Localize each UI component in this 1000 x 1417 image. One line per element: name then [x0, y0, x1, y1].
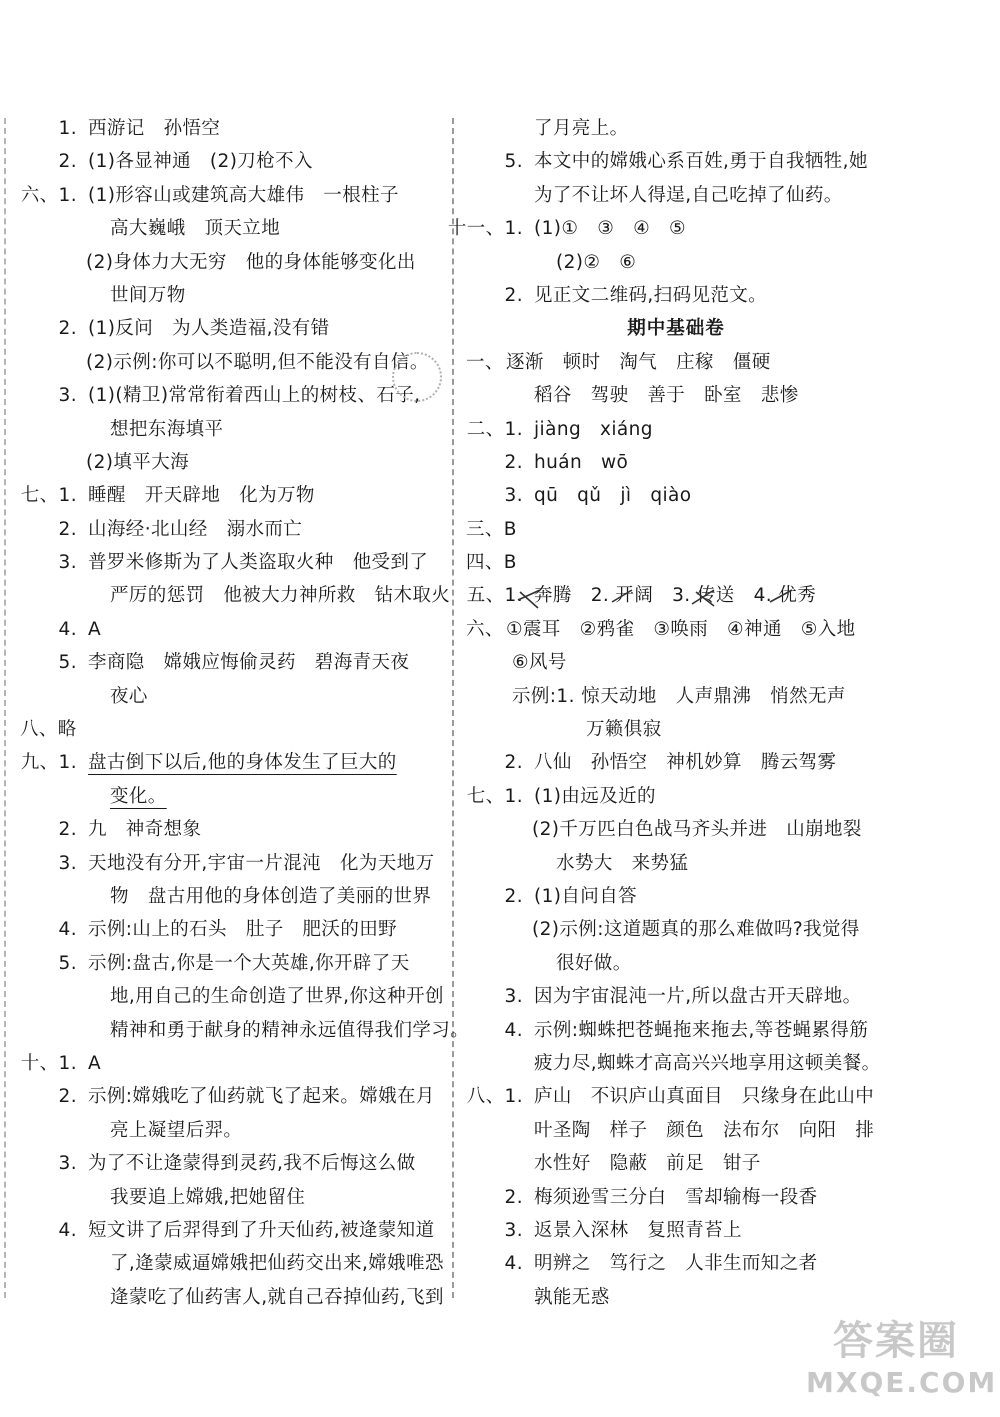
item-number: 3. — [58, 852, 77, 874]
item-number: 2. — [504, 752, 523, 774]
answer-line — [20, 1281, 450, 1314]
answer-line — [20, 1181, 450, 1214]
answer-text: (1)由远及近的 — [534, 785, 656, 807]
answer-text: qū qǔ jì qiào — [534, 485, 692, 507]
answer-text: 叶圣陶 样子 颜色 法布尔 向阳 排 — [534, 1119, 875, 1141]
item-number: 七、1. — [466, 785, 523, 807]
item-number: 一、 — [466, 351, 504, 373]
item-number: 六、 — [466, 618, 504, 640]
answer-text: 孰能无惑 — [534, 1286, 610, 1308]
item-number: 3. — [504, 986, 523, 1008]
item-number: 2. — [504, 451, 523, 473]
answer-text: (1)自问自答 — [534, 885, 638, 907]
answer-text: (2)身体力大无穷 他的身体能够变化出 — [86, 251, 416, 273]
answer-line — [20, 880, 450, 913]
answer-text: 夜心 — [110, 685, 148, 707]
item-number: 五、1. — [466, 585, 523, 607]
section-heading-text: 期中基础卷 — [627, 318, 725, 340]
answer-column-right — [447, 112, 886, 1314]
answer-line — [20, 279, 450, 312]
answer-line — [20, 346, 450, 379]
answer-line — [20, 212, 450, 245]
answer-text: 我要追上嫦娥,把她留住 — [110, 1186, 306, 1208]
item-number: 二、1. — [466, 418, 523, 440]
answer-text: A — [88, 1052, 102, 1074]
answer-line — [466, 646, 886, 679]
answer-text: 变化。 — [110, 785, 167, 807]
item-number: 八、略 — [20, 719, 77, 741]
column-divider — [452, 118, 454, 1298]
answer-line — [20, 145, 450, 178]
answer-line — [20, 646, 450, 679]
item-number: 3. — [504, 1219, 523, 1241]
answer-text: 为了不让坏人得逞,自己吃掉了仙药。 — [534, 184, 843, 206]
answer-text: 了,逄蒙威逼嫦娥把仙药交出来,嫦娥唯恐 — [110, 1253, 444, 1275]
answer-text: 万籁俱寂 — [586, 719, 662, 741]
answer-text: 八仙 孙悟空 神机妙算 腾云驾雾 — [534, 752, 837, 774]
answer-line — [20, 546, 450, 579]
answer-line — [466, 179, 886, 212]
item-number: 九、1. — [20, 752, 77, 774]
answer-text: 示例:蜘蛛把苍蝇拖来拖去,等苍蝇累得筋 — [534, 1019, 869, 1041]
item-number: 5. — [58, 652, 77, 674]
answer-text: (1)形容山或建筑高大雄伟 一根柱子 — [88, 184, 399, 206]
answer-text: 示例:嫦娥吃了仙药就飞了起来。嫦娥在月 — [88, 1086, 435, 1108]
answer-line — [20, 613, 450, 646]
item-number: 八、1. — [466, 1086, 523, 1108]
item-number: 四、B — [466, 552, 517, 574]
answer-text: (1)① ③ ④ ⑤ — [534, 218, 687, 240]
answer-text: 普罗米修斯为了人类盗取火种 他受到了 — [88, 552, 429, 574]
answer-line — [466, 913, 886, 946]
answer-line — [20, 947, 450, 980]
answer-text: 水势大 来势猛 — [556, 852, 689, 874]
item-number: 2. — [58, 518, 77, 540]
answer-line — [466, 813, 886, 846]
item-number: 3. — [58, 1153, 77, 1175]
answer-line — [466, 980, 886, 1013]
section-heading — [466, 312, 886, 345]
answer-line — [466, 513, 886, 546]
answer-line — [20, 179, 450, 212]
answer-text: 短文讲了后羿得到了升天仙药,被逄蒙知道 — [88, 1219, 435, 1241]
answer-line — [466, 746, 886, 779]
answer-line — [466, 847, 886, 880]
answer-line — [466, 112, 886, 145]
answer-text: 精神和勇于献身的精神永远值得我们学习。 — [110, 1019, 470, 1041]
answer-line — [466, 1214, 886, 1247]
answer-text: 逐渐 顿时 淘气 庄稼 僵硬 — [506, 351, 771, 373]
answer-text: 地,用自己的生命创造了世界,你这种开创 — [110, 986, 444, 1008]
answer-line — [20, 1214, 450, 1247]
answer-line — [20, 1247, 450, 1280]
answer-text: 严厉的惩罚 他被大力神所救 钻木取火 — [110, 585, 451, 607]
answer-line — [20, 579, 450, 612]
item-number: 三、B — [466, 518, 517, 540]
item-number: 2. — [58, 1086, 77, 1108]
answer-text: 世间万物 — [110, 284, 186, 306]
answer-text: huán wō — [534, 451, 629, 473]
item-number: 3. — [58, 552, 77, 574]
item-number: 4. — [504, 1253, 523, 1275]
answer-line — [466, 546, 886, 579]
answer-text: (2)填平大海 — [86, 451, 190, 473]
item-number: 2. — [58, 318, 77, 340]
answer-line — [20, 980, 450, 1013]
answer-line — [466, 780, 886, 813]
answer-text: 疲力尽,蜘蛛才高高兴兴地享用这顿美餐。 — [534, 1052, 881, 1074]
answer-text: (1)各显神通 (2)刀枪不入 — [88, 151, 313, 173]
answer-line — [466, 279, 886, 312]
answer-text: jiàng xiáng — [534, 418, 653, 440]
answer-line — [20, 379, 450, 412]
answer-text: 水性好 隐蔽 前足 钳子 — [534, 1153, 761, 1175]
answer-line — [466, 1247, 886, 1280]
answer-text: (2)示例:这道题真的那么难做吗?我觉得 — [532, 919, 860, 941]
answer-line — [20, 312, 450, 345]
answer-text: ①震耳 ②鸦雀 ③唤雨 ④神通 ⑤入地 — [506, 618, 856, 640]
answer-text: (2)千万匹白色战马齐头并进 山崩地裂 — [532, 819, 862, 841]
item-number: 5. — [58, 952, 77, 974]
answer-text: 西游记 孙悟空 — [88, 118, 221, 139]
answer-text: 物 盘古用他的身体创造了美丽的世界 — [110, 885, 432, 907]
item-number: 七、1. — [20, 485, 77, 507]
answer-line — [466, 1047, 886, 1080]
answer-line — [20, 1147, 450, 1180]
answer-text: 示例:山上的石头 肚子 肥沃的田野 — [88, 919, 398, 941]
answer-line — [466, 680, 886, 713]
answer-line — [20, 680, 450, 713]
answer-text: 示例:1. 惊天动地 人声鼎沸 悄然无声 — [512, 685, 846, 707]
answer-line — [20, 246, 450, 279]
answer-text: 李商隐 嫦娥应悔偷灵药 碧海青天夜 — [88, 652, 410, 674]
answer-text: 为了不让逄蒙得到灵药,我不后悔这么做 — [88, 1153, 416, 1175]
item-number: 4. — [504, 1019, 523, 1041]
answer-text: 稻谷 驾驶 善于 卧室 悲惨 — [534, 385, 799, 407]
answer-line — [20, 1014, 470, 1047]
answer-line — [466, 479, 886, 512]
answer-text: 庐山 不识庐山真面目 只缘身在此山中 — [534, 1086, 875, 1108]
answer-line — [447, 212, 886, 245]
answer-line — [20, 1114, 450, 1147]
site-watermark — [806, 1317, 998, 1409]
answer-text: (2)示例:你可以不聪明,但不能没有自信。 — [86, 351, 429, 373]
answer-text: 本文中的嫦娥心系百姓,勇于自我牺牲,她 — [534, 151, 868, 173]
answer-line — [20, 746, 450, 779]
item-number: 2. — [504, 1186, 523, 1208]
answer-line — [466, 1114, 886, 1147]
answer-line — [20, 780, 450, 813]
answer-line — [20, 713, 450, 746]
answer-line — [20, 847, 450, 880]
answer-text: 示例:盘古,你是一个大英雄,你开辟了天 — [88, 952, 410, 974]
answer-line — [466, 446, 886, 479]
answer-text: (2)② ⑥ — [556, 251, 637, 273]
answer-line — [466, 1080, 886, 1113]
item-number: 2. — [58, 151, 77, 173]
answer-line — [466, 1181, 886, 1214]
answer-line — [20, 446, 450, 479]
answer-text: A — [88, 618, 102, 640]
answer-line — [466, 1281, 886, 1314]
answer-text: 因为宇宙混沌一片,所以盘古开天辟地。 — [534, 986, 862, 1008]
answer-line — [466, 346, 886, 379]
answer-line — [20, 513, 450, 546]
answer-text: 九 神奇想象 — [88, 819, 202, 841]
item-number: 2. — [58, 819, 77, 841]
item-number: 1. — [58, 118, 77, 139]
item-number: 4. — [58, 618, 77, 640]
item-number: 3. — [58, 385, 77, 407]
answer-line — [466, 145, 886, 178]
answer-text: 见正文二维码,扫码见范文。 — [534, 284, 768, 306]
answer-text: 亮上凝望后羿。 — [110, 1119, 243, 1141]
item-number: 2. — [504, 885, 523, 907]
answer-column-left — [20, 112, 470, 1314]
answer-line — [466, 1014, 886, 1047]
answer-text: 梅须逊雪三分白 雪却输梅一段香 — [534, 1186, 818, 1208]
answer-line — [20, 1047, 450, 1080]
item-number: 十一、1. — [447, 218, 523, 240]
answer-text: 盘古倒下以后,他的身体发生了巨大的 — [88, 752, 397, 774]
item-number: 4. — [58, 1219, 77, 1241]
answer-text: 想把东海填平 — [110, 418, 224, 440]
answer-text: ⑥风号 — [512, 652, 567, 674]
binding-dash-line — [4, 118, 6, 1298]
answer-line — [20, 112, 450, 145]
handwritten-check-marks — [500, 582, 840, 618]
item-number: 2. — [504, 284, 523, 306]
item-number: 六、1. — [20, 184, 77, 206]
answer-text: 很好做。 — [556, 952, 632, 974]
answer-line — [466, 713, 886, 746]
answer-line — [20, 413, 450, 446]
answer-text: (1)(精卫)常常衔着西山上的树枝、石子, — [88, 385, 421, 407]
answer-text: (1)反问 为人类造福,没有错 — [88, 318, 330, 340]
watermark-url: MXQE.COM — [806, 1366, 998, 1399]
item-number: 3. — [504, 485, 523, 507]
answer-line — [466, 413, 886, 446]
answer-text: 天地没有分开,宇宙一片混沌 化为天地万 — [88, 852, 435, 874]
answer-line — [20, 479, 450, 512]
answer-line — [466, 379, 886, 412]
answer-line — [466, 1147, 886, 1180]
item-number: 5. — [504, 151, 523, 173]
answer-text: 山海经·北山经 溺水而亡 — [88, 518, 303, 540]
answer-text: 明辨之 笃行之 人非生而知之者 — [534, 1253, 818, 1275]
answer-line — [466, 947, 886, 980]
answer-text: 高大巍峨 顶天立地 — [110, 218, 281, 240]
answer-line — [466, 880, 886, 913]
watermark-logo: 答案圈 — [833, 1318, 959, 1364]
answer-line — [466, 246, 886, 279]
item-number: 十、1. — [20, 1052, 77, 1074]
answer-text: 睡醒 开天辟地 化为万物 — [88, 485, 315, 507]
answer-line — [20, 813, 450, 846]
item-number: 4. — [58, 919, 77, 941]
answer-text: 奔腾 2. 开阔 3. 传送 4. 优秀 — [534, 585, 817, 607]
answer-text: 逄蒙吃了仙药害人,就自己吞掉仙药,飞到 — [110, 1286, 444, 1308]
stamp-mark — [392, 352, 442, 402]
answer-line — [20, 1080, 450, 1113]
answer-line — [20, 913, 450, 946]
answer-text: 返景入深林 复照青苔上 — [534, 1219, 742, 1241]
answer-text: 了月亮上。 — [534, 118, 629, 139]
